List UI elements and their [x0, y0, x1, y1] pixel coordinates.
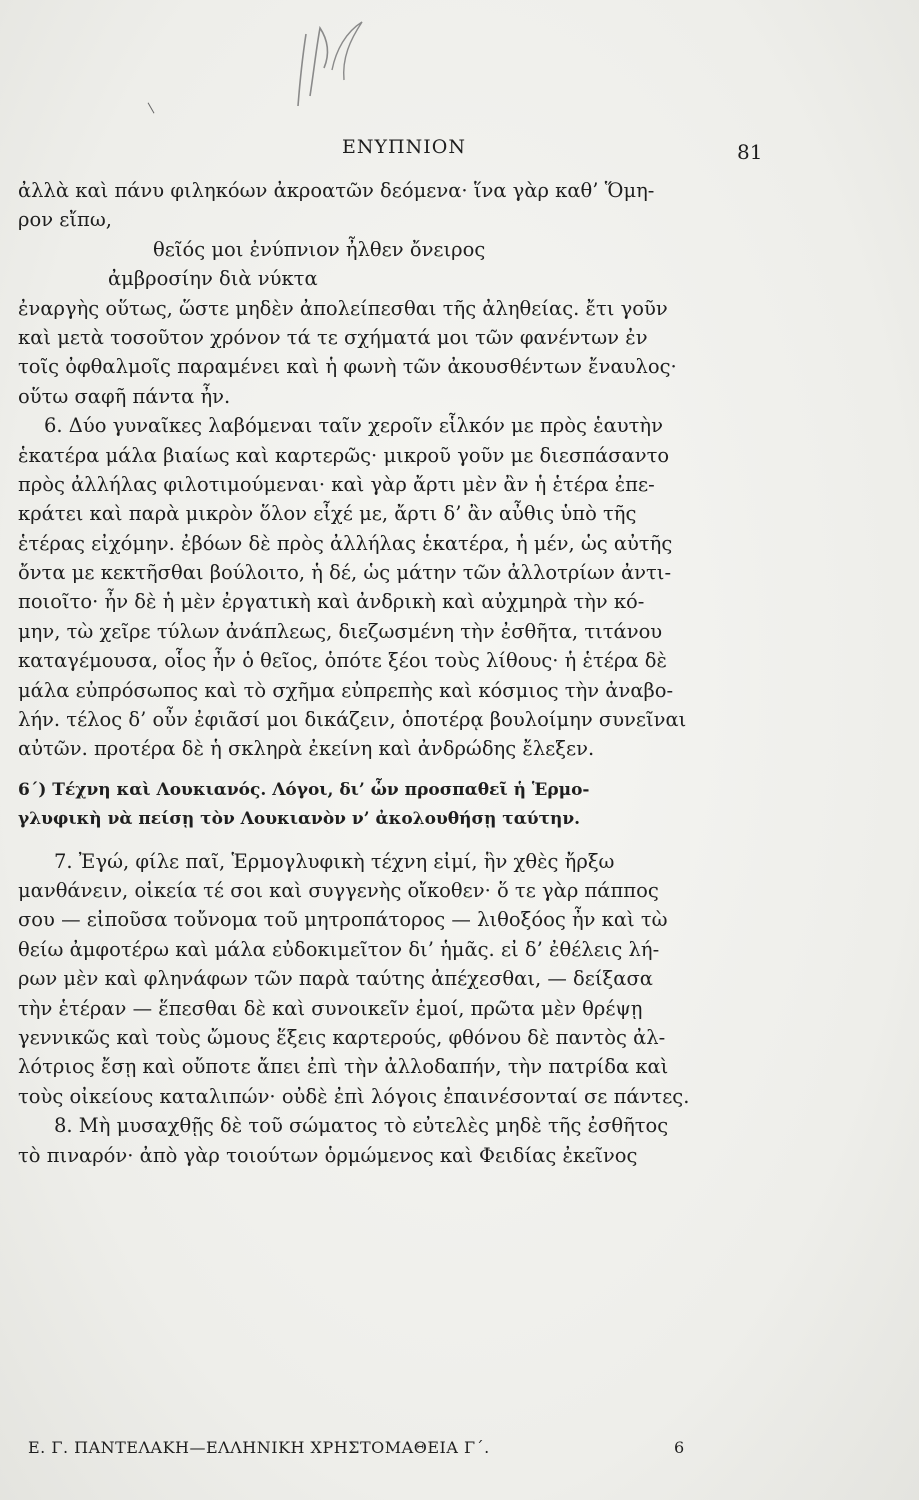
text-line: θεῖός μοι ἐνύπνιον ἦλθεν ὄνειρος [153, 237, 486, 261]
body-text [18, 176, 760, 1170]
text-line: ἀλλὰ καὶ πάνυ φιληκόων ἀκροατῶν δεόμενα· ἵνα γὰρ καθ’ Ὅμη- [18, 179, 655, 202]
text-line: γεννικῶς καὶ τοὺς ὤμους ἕξεις καρτερούς, φθόνου δὲ παντὸς ἀλ- [18, 1025, 666, 1049]
text-line: λότριος ἔσῃ καὶ οὔποτε ἄπει ἐπὶ τὴν ἀλλοδαπήν, τὴν πατρίδα καὶ [18, 1055, 669, 1079]
text-line: κράτει καὶ παρὰ μικρὸν ὅλον εἶχέ με, ἄρτι δ’ ἂν αὖθις ὑπὸ τῆς [18, 502, 637, 526]
text-line: 7. Ἐγώ, φίλε παῖ, Ἑρμογλυφικὴ τέχνη εἰμί, ἣν χθὲς ἤρξω [54, 849, 615, 873]
text-line: ὄντα με κεκτῆσθαι βούλοιτο, ἡ δέ, ὡς μάτην τῶν ἀλλοτρίων ἀντι- [18, 561, 672, 585]
section-heading-line: γλυφικὴ νὰ πείσῃ τὸν Λουκιανὸν ν’ ἀκολουθήσῃ ταύτην. [18, 809, 581, 830]
text-line: ἐναργὴς οὕτως, ὥστε μηδὲν ἀπολείπεσθαι τῆς ἀληθείας. ἔτι γοῦν [18, 296, 668, 320]
text-line: ἀμβροσίην διὰ νύκτα [108, 267, 318, 291]
text-line: ρων μὲν καὶ φληνάφων τῶν παρὰ ταύτης ἀπέχεσθαι, — δείξασα [18, 967, 653, 991]
text-line: πρὸς ἀλλήλας φιλοτιμούμεναι· καὶ γὰρ ἄρτι μὲν ἂν ἡ ἑτέρα ἐπε- [18, 472, 655, 496]
text-line: καταγέμουσα, οἷος ἦν ὁ θεῖος, ὁπότε ξέοι τοὺς λίθους· ἡ ἑτέρα δὲ [18, 649, 667, 673]
text-line: καὶ μετὰ τοσοῦτον χρόνον τά τε σχήματά μοι τῶν φανέντων ἐν [18, 325, 648, 349]
text-line: αὐτῶν. προτέρα δὲ ἡ σκληρὰ ἐκείνη καὶ ἀνδρώδης ἔλεξεν. [18, 737, 595, 761]
text-line: σου — εἰποῦσα τοὔνομα τοῦ μητροπάτορος — λιθοξόος ἦν καὶ τὼ [18, 908, 668, 932]
text-line: 6. Δύο γυναῖκες λαβόμεναι ταῖν χεροῖν εἷλκόν με πρὸς ἑαυτὴν [44, 414, 663, 438]
text-line: οὕτω σαφῆ πάντα ἦν. [18, 384, 231, 408]
text-line: θείω ἀμφοτέρω καὶ μάλα εὐδοκιμεῖτον δι’ ἡμᾶς. εἰ δ’ ἐθέλεις λή- [18, 937, 660, 961]
page-footer [28, 1438, 768, 1464]
text-line: μανθάνειν, οἰκεία τέ σοι καὶ συγγενὴς οἴκοθεν· ὅ τε γὰρ πάππος [18, 878, 659, 902]
text-line: τοὺς οἰκείους καταλιπών· οὐδὲ ἐπὶ λόγοις ἐπαινέσονταί σε πάντες. [18, 1084, 690, 1108]
text-line: τοῖς ὀφθαλμοῖς παραμένει καὶ ἡ φωνὴ τῶν ἀκουσθέντων ἔναυλος· [18, 355, 677, 379]
text-line: μάλα εὐπρόσωπος καὶ τὸ σχῆμα εὐπρεπὴς καὶ κόσμιος τὴν ἀναβο- [18, 678, 674, 702]
section-heading-line: 6΄) Τέχνη καὶ Λουκιανός. Λόγοι, δι’ ὧν προσπαθεῖ ἡ Ἑρμο- [18, 779, 590, 800]
pencil-scribble-mark [270, 10, 380, 120]
text-line: 8. Μὴ μυσαχθῇς δὲ τοῦ σώματος τὸ εὐτελὲς μηδὲ τῆς ἐσθῆτος [54, 1114, 669, 1138]
pencil-tick-mark [148, 99, 162, 114]
text-line: ἑκατέρα μάλα βιαίως καὶ καρτερῶς· μικροῦ γοῦν με διεσπάσαντο [18, 443, 670, 467]
text-line: τὸ πιναρόν· ἀπὸ γὰρ τοιούτων ὁρμώμενος καὶ Φειδίας ἐκεῖνος [18, 1143, 638, 1167]
text-line: λήν. τέλος δ’ οὖν ἐφιᾶσί μοι δικάζειν, ὁποτέρᾳ βουλοίμην συνεῖναι [18, 708, 687, 732]
text-line: τὴν ἑτέραν — ἕπεσθαι δὲ καὶ συνοικεῖν ἐμοί, πρῶτα μὲν θρέψῃ [18, 996, 643, 1020]
text-line: ἑτέρας εἰχόμην. ἐβόων δὲ πρὸς ἀλλήλας ἑκατέρα, ἡ μέν, ὡς αὐτῆς [18, 531, 673, 555]
text-line: μην, τὼ χεῖρε τύλων ἀνάπλεως, διεζωσμένη τὴν ἐσθῆτα, τιτάνου [18, 619, 663, 643]
text-line: ρον εἴπω, [18, 208, 112, 232]
page-number: 81 [737, 140, 763, 164]
running-header [20, 136, 775, 166]
spacer [18, 835, 760, 847]
text-line: ποιοῖτο· ἦν δὲ ἡ μὲν ἐργατικὴ καὶ ἀνδρικὴ καὶ αὐχμηρὰ τὴν κό- [18, 590, 645, 614]
spacer [18, 764, 760, 776]
running-title: ΕΝΥΠΝΙΟΝ [342, 136, 466, 158]
footer-book-title: Ε. Γ. ΠΑΝΤΕΛΑΚΗ—ΕΛΛΗΝΙΚΗ ΧΡΗΣΤΟΜΑΘΕΙΑ Γ΄. [28, 1438, 490, 1457]
footer-signature-number: 6 [674, 1438, 685, 1457]
